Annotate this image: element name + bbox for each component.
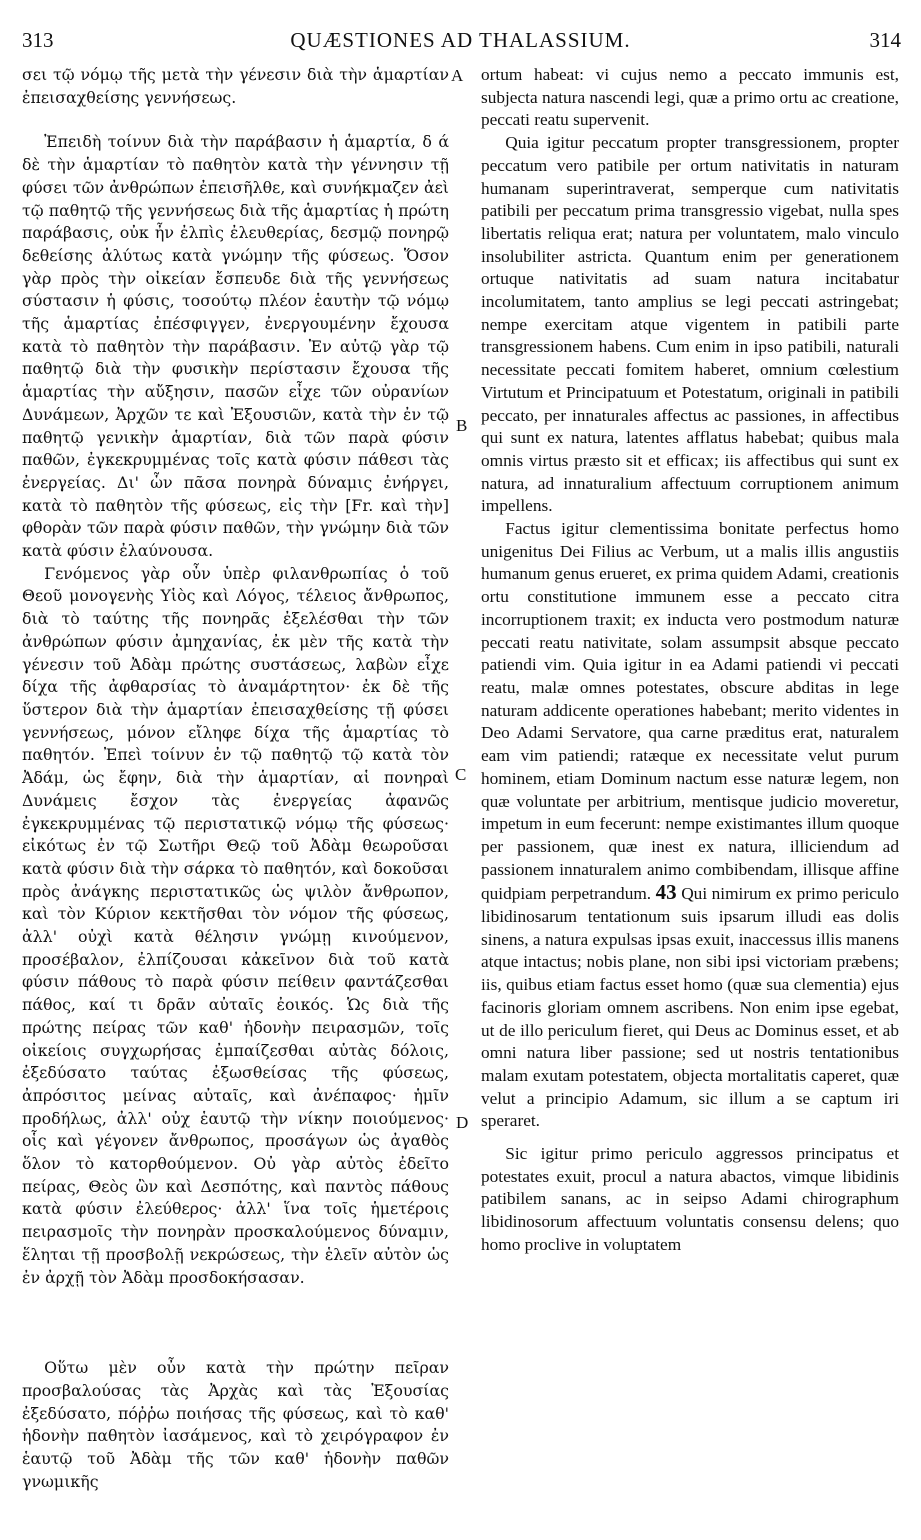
page-number-right: 314 (869, 28, 901, 52)
latin-paragraph: ortum habeat: vi cujus nemo a peccato immunis est, subjecta natura nascendi legi, quæ a primo ortu ac creatione, peccati reatu supervenit. (481, 65, 899, 130)
section-number: 43 (655, 880, 677, 905)
latin-paragraph: Sic igitur primo periculo aggressos principatus et potestates exuit, procul a natura abactos, vimque libidinis patibilem sanans, ac in seipso Adami chirographum libidinosorum affectuum voluntatis consensu delens; quo homo proclive in voluptatem (481, 1144, 899, 1254)
greek-paragraph: Οὕτω μὲν οὖν κατὰ τὴν πρώτην πεῖραν προσβαλούσας τὰς Ἀρχὰς καὶ τὰς Ἐξουσίας ἐξεδύσατο, πόῤῥω ποιήσας τῆς φύσεως, καὶ τὸ καθ' ἡδονὴν παθητὸν ἰασάμενος, καὶ τὸ χειρόγραφον ἐν ἑαυτῷ τοῦ Ἀδὰμ τῆς τῶν καθ' ἡδονὴν παθῶν γνωμικῆς (22, 1358, 449, 1491)
latin-column (481, 64, 899, 1257)
latin-paragraph (481, 518, 899, 1133)
page-number-left: 313 (22, 28, 54, 52)
latin-paragraph: Quia igitur peccatum propter transgressionem, propter peccatum vero patibile per ortum nativitatis in naturam humanam superintraverat, semperque cum nativitatis patibili per peccatum prima transgressio vigebat, nulla spes libertatis reliqua erat; natura per voluntatem, malo vinculo insolubiliter astricta. Quantum enim per generationem ortuque nativitatis ad suam natura incitabatur incolumitatem, tanto amplius se legi peccati astringebat; nempe exercitam atque vigentem in patibili parte transgressionem habens. Cum enim in ipso patibili, naturali necessitate peccati fomitem haberet, omnium cœlestium Virtutum et Principatuum et Potestatum, originali in patibili peccato, per innaturales affectus ac passiones, in affectibus qui sunt ex natura, latentes afflatus habebat; quibus mala omnis virtus præsto sit et efficax; iis affectibus qui sunt ex natura, ad innaturalium affectuum corruptionem animum impellens. (481, 133, 899, 516)
running-title: QUÆSTIONES AD THALASSIUM. (290, 28, 631, 52)
latin-paragraph-text: Factus igitur clementissima bonitate perfectus homo unigenitus Dei Filius ac Verbum, ut a malis illis angustiis humanum genus erueret, ex prima quidem Adami, creationis ortu constitutione immunem esse a peccato citra incorruptionem traxit; ex inducta vero postmodum naturæ peccati reatu nativitate, solam assumpsit absque peccato patiendi vim. Quia igitur in ea Adami patiendi vi peccati reatu, malæ omnes potestates, obscure abditas in lege naturam addicente operationes habebant; merito videntes in Deo Adami Servatore, qua carne præditus erat, naturalem eam vim patiendi; ratæque ex necessitate velut purum hominem, etiam Dominum nactum esse naturæ legem, non quæ voluntate per arbitrium, mentisque judicio moveretur, impetum in eum fecerunt: nempe existimantes illum quoque per passionem, quæ inest ex natura, illiciendum ad passionem innaturalem animo combibendam, illisque affine quidpiam perpetrandum. (481, 519, 899, 904)
margin-letter-c: C (455, 765, 467, 784)
latin-paragraph-continuation: Qui nimirum ex primo periculo libidinosarum tentationum suis ipsarum illudi eas dolis sinens, a natura expulsas ipsas exuit, inaccessus illis manens atque intactus; nobis plane, non sibi ipsi victoriam præbens; iis, quibus etiam factus esset homo (quæ sua clementia) ejus facinoris gloriam omnem ascribens. Non enim ipse egebat, ut de illo periculum fieret, qui Deus ac Dominus esset, et ab omni natura liber passione; sed ut nostris tentationibus malam exutam potestatem, objecta mortalitatis caperet, quæ velut a principio Adamum, sic illum a se captum iri speraret. (481, 884, 900, 1131)
margin-letter-d: D (456, 1113, 469, 1132)
greek-paragraph: σει τῷ νόμῳ τῆς μετὰ τὴν γένεσιν διὰ τὴν ἁμαρτίαν ἐπεισαχθείσης γεννήσεως. (22, 65, 449, 107)
greek-paragraph: Γενόμενος γὰρ οὖν ὑπὲρ φιλανθρωπίας ὁ τοῦ Θεοῦ μονογενὴς Υἱὸς καὶ Λόγος, τέλειος ἄνθρωπος, διὰ τὸ ταύτης τῆς πονηρᾶς ἐξελέσθαι τὴν τῶν ἀνθρώπων φύσιν ἀμηχανίας, ἐκ μὲν τῆς κατὰ τὴν γένεσιν τοῦ Ἀδὰμ πρώτης συστάσεως, λαβὼν εἶχε δίχα τῆς ἀφθαρσίας τὸ ἀναμάρτητον· ἐκ δὲ τῆς ὕστερον διὰ τὴν ἁμαρτίαν ἐπεισαχθείσης τῇ φύσει γεννήσεως, μόνον εἴληφε δίχα τῆς ἁμαρτίας τὸ παθητόν. Ἐπεὶ τοίνυν ἐν τῷ παθητῷ τῷ κατὰ τὸν Ἀδάμ, ὡς ἔφην, διὰ τὴν ἁμαρτίαν, αἱ πονηραὶ Δυνάμεις ἔσχον τὰς ἐνεργείας ἀφανῶς ἐγκεκρυμμένας τῷ περιστατικῷ νόμῳ τῆς φύσεως· εἰκότως ἐν τῷ Σωτῆρι Θεῷ τοῦ Ἀδὰμ θεωροῦσαι κατὰ φύσιν διὰ τὴν σάρκα τὸ παθητόν, καὶ δοκοῦσαι πρὸς ἀνάγκης περιστατικῶς ὡς ψιλὸν ἄνθρωπον, καὶ τὸν Κύριον κεκτῆσθαι τὸν νόμον τῆς φύσεως, ἀλλ' οὐχὶ κατὰ θέλησιν γνώμῃ κινούμενον, προσέβαλον, ἐλπίζουσαι κἀκεῖνον διὰ τοῦ κατὰ φύσιν πάθους τὸ παρὰ φύσιν πείθειν φαντάζεσθαι πάθος, καί τι δρᾶν αὐταῖς ἐοικός. Ὡς διὰ τῆς πρώτης πείρας τῶν καθ' ἡδονὴν πειρασμῶν, τοῖς οἰκείοις συγχωρήσας ἐμπαίζεσθαι αὐτὰς δόλοις, ἐξεδύσατο ταύτας ἐξωσθείσας τῆς φύσεως, ἀπρόσιτος μείνας αὐταῖς, καὶ ἀνέπαφος· ἡμῖν προδήλως, ἀλλ' οὐχ ἑαυτῷ τὴν νίκην ποιούμενος· οἷς καὶ γέγονεν ἄνθρωπος, προσάγων ὡς ἀγαθὸς ὅλον τὸ κατορθούμενον. Οὐ γὰρ αὐτὸς ἐδεῖτο πείρας, Θεὸς ὢν καὶ Δεσπότης, καὶ παντὸς πάθους κατὰ φύσιν ἐλεύθερος· ἀλλ' ἵνα τοῖς ἡμετέροις πειρασμοῖς τὴν πονηρὰν προσκαλούμενος δύναμιν, ἕληται τῇ προσβολῇ νεκρώσεως, τὴν ἑλεῖν αὐτὸν ὡς ἐν ἀρχῇ τὸν Ἀδὰμ προσδοκήσασαν. (22, 563, 449, 1287)
greek-paragraph: Ἐπειδὴ τοίνυν διὰ τὴν παράβασιν ἡ ἁμαρτία, δ ά δὲ τὴν ἁμαρτίαν τὸ παθητὸν κατὰ τὴν γέννησιν τῇ φύσει τῶν ἀνθρώπων ἐπεισῆλθε, καὶ συνήκμαζεν ἀεὶ τῷ παθητῷ τῆς γεννήσεως διὰ τῆς ἁμαρτίας ἡ πρώτη παράβασις, οὐκ ἦν ἐλπὶς ἐλευθερίας, δεσμῷ πονηρῷ δεθείσης ἀλύτως κατὰ γνώμην τῆς φύσεως. Ὅσον γὰρ πρὸς τὴν οἰκείαν ἔσπευδε διὰ τῆς γεννήσεως σύστασιν ἡ φύσις, τοσούτῳ πλέον ἑαυτὴν τῷ νόμῳ τῆς ἁμαρτίας ἐπέσφιγγεν, ἐνεργουμένην ἔχουσα κατὰ τὸ παθητὸν τὴν παράβασιν. Ἐν αὐτῷ γὰρ τῷ παθητῷ διὰ τὴν φυσικὴν περίστασιν ἔχουσα τῆς ἁμαρτίας τὴν αὔξησιν, πασῶν εἶχε τῶν οὐρανίων Δυνάμεων, Ἀρχῶν τε καὶ Ἐξουσιῶν, κατὰ τὴν ἐν τῷ παθητῷ γενικὴν ἁμαρτίαν, διὰ τῶν παρὰ φύσιν παθῶν, ἐγκεκρυμμένας τοῖς κατὰ φύσιν πάθεσι τὰς ἐνεργείας. Δι' ὧν πᾶσα πονηρὰ δύναμις ἐνήργει, κατὰ τὸ παθητὸν τῆς φύσεως, εἰς τὴν [Fr. καὶ τὴν] φθορὰν τῶν παρὰ φύσιν παθῶν, τὴν γνώμην διὰ τῶν κατὰ φύσιν ἐλαύνουσα. (22, 132, 449, 561)
margin-letter-b: B (456, 416, 468, 435)
margin-letter-a: A (451, 66, 464, 85)
greek-column (22, 64, 449, 1493)
